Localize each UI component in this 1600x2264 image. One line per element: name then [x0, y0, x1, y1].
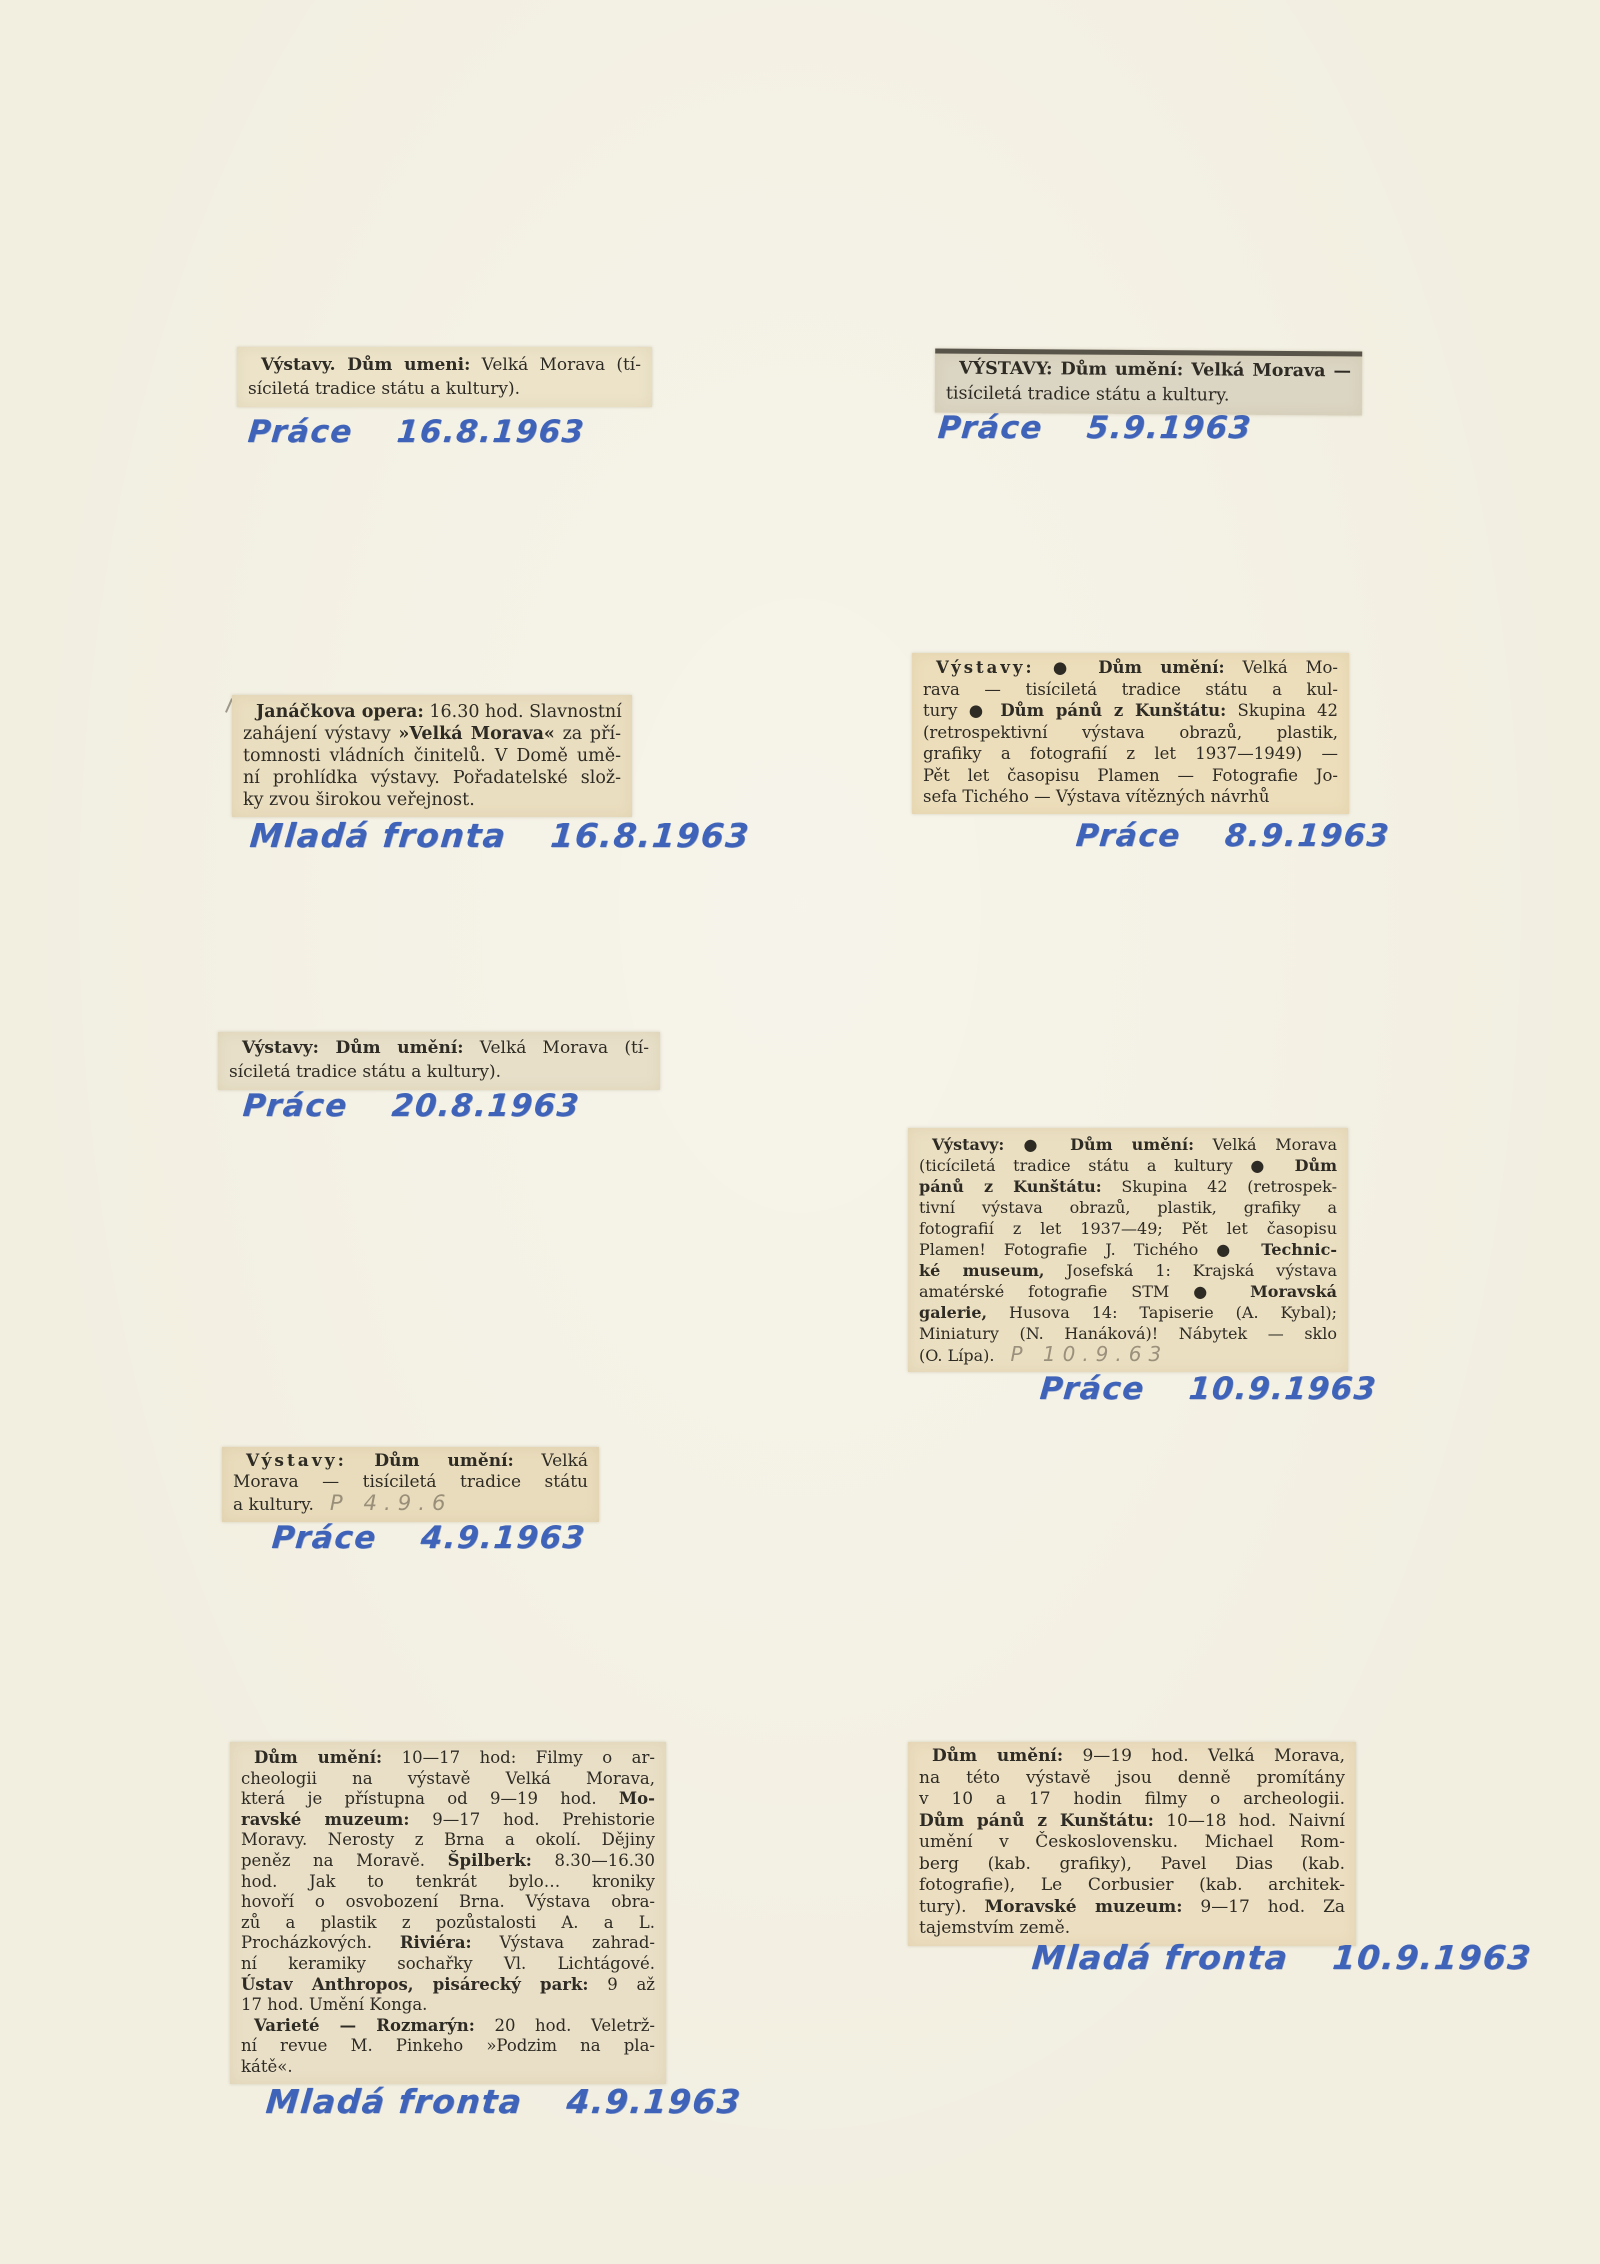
- annotation-date: 20.8.1963: [390, 1088, 582, 1124]
- clipping-text-line: v 10 a 17 hodin filmy o archeologii.: [919, 1789, 1345, 1809]
- annotation-date: 16.8.1963: [548, 816, 752, 855]
- handwritten-annotation-6: [1038, 1371, 1378, 1407]
- clipping-text-line: ní revue M. Pinkeho »Podzim na pla-: [241, 2036, 655, 2056]
- clipping-text-line: ké museum, Josefská 1: Krajská výstava: [919, 1261, 1338, 1280]
- clipping-text-line: Miniatury (N. Hanáková)! Nábytek — sklo: [919, 1324, 1337, 1343]
- clipping-text-line: hod. Jak to tenkrát bylo… kroniky: [241, 1871, 655, 1891]
- clipping-text-line: Dům umění: 10—17 hod: Filmy o ar-: [254, 1748, 655, 1767]
- clipping-text-line: tomnosti vládních činitelů. V Domě umě-: [243, 746, 621, 766]
- clipping-text-line: VÝSTAVY: Dům umění: Velká Morava —: [959, 358, 1352, 382]
- clipping-text-line: síciletá tradice státu a kultury).: [229, 1062, 502, 1082]
- clipping-text-line: berg (kab. grafiky), Pavel Dias (kab.: [919, 1853, 1345, 1874]
- clipping-text-line: tury ● Dům pánů z Kunštátu: Skupina 42: [923, 701, 1338, 720]
- clipping-text-line: Výstavy: ● Dům umění: Velká Mo-: [936, 658, 1338, 677]
- clipping-text-line: Výstavy: ● Dům umění: Velká Morava: [932, 1135, 1338, 1154]
- clipping-text-line: (ticíciletá tradice státu a kultury ● Dům: [919, 1156, 1337, 1175]
- clipping-text-line: Dům umění: 9—19 hod. Velká Morava,: [932, 1746, 1346, 1766]
- clipping-text-line: na této výstavě jsou denně promítány: [919, 1767, 1345, 1788]
- handwritten-annotation-5: [241, 1088, 581, 1124]
- clipping-text-line: peněz na Moravě. Špilberk: 8.30—16.30: [241, 1850, 655, 1870]
- annotation-source: Práce: [241, 1088, 350, 1124]
- clipping-text-line: ky zvou širokou veřejnost.: [243, 790, 475, 810]
- clipping-text-line: tajemstvím země.: [919, 1918, 1071, 1938]
- clipping-text-line: Procházkových. Riviéra: Výstava zahrad-: [241, 1933, 655, 1953]
- clipping-text-line: Dům pánů z Kunštátu: 10—18 hod. Naivní: [919, 1810, 1345, 1831]
- clipping-text-line: Varieté — Rozmarýn: 20 hod. Veletrž-: [254, 2015, 656, 2035]
- news-clipping-1: [237, 347, 652, 407]
- clipping-text-line: hovoří o osvobození Brna. Výstava obra-: [241, 1892, 655, 1912]
- annotation-source: Práce: [1074, 818, 1183, 854]
- clipping-text-line: grafiky a fotografií z let 1937—1949) —: [923, 744, 1338, 763]
- clipping-text-line: fotografie), Le Corbusier (kab. architek-: [919, 1875, 1345, 1895]
- clipping-text-line: 17 hod. Umění Konga.: [241, 1995, 428, 2015]
- clipping-text-line: síciletá tradice státu a kultury).: [248, 379, 521, 399]
- clipping-text-line: Výstavy. Dům umeni: Velká Morava (tí-: [261, 355, 641, 375]
- clipping-text-line: fotografií z let 1937—49; Pět let časopisu: [919, 1219, 1337, 1238]
- clipping-text-line: tury). Moravské muzeum: 9—17 hod. Za: [919, 1896, 1346, 1917]
- handwritten-annotation-3: [248, 816, 751, 855]
- annotation-source: Mladá fronta: [248, 816, 509, 855]
- clipping-text-line: ní keramiky sochařky Vl. Lichtágové.: [241, 1953, 655, 1973]
- news-clipping-2: [935, 349, 1362, 416]
- news-clipping-4: [912, 653, 1349, 814]
- news-clipping-8: [230, 1742, 666, 2084]
- clipping-text-line: cheologii na výstavě Velká Morava,: [241, 1768, 655, 1788]
- annotation-date: 5.9.1963: [1085, 410, 1254, 446]
- handwritten-annotation-1: [246, 414, 586, 450]
- annotation-source: Práce: [270, 1520, 379, 1556]
- handwritten-annotation-7: [270, 1520, 587, 1556]
- clipping-text-line: Moravy. Nerosty z Brna a okolí. Dějiny: [241, 1830, 655, 1850]
- clipping-text-line: rava — tisíciletá tradice státu a kul-: [923, 679, 1338, 699]
- clipping-text-line: (O. Lípa). P 10.9.63: [919, 1342, 1169, 1366]
- handwritten-annotation-4: [1074, 818, 1391, 854]
- news-clipping-9: [908, 1742, 1356, 1946]
- clipping-text-line: kátě«.: [241, 2056, 293, 2076]
- annotation-date: 4.9.1963: [564, 2082, 744, 2121]
- news-clipping-5: [218, 1032, 660, 1090]
- clipping-text-line: zahájení výstavy »Velká Morava« za pří-: [243, 724, 621, 744]
- annotation-date: 8.9.1963: [1223, 818, 1392, 854]
- handwritten-annotation-9: [1030, 1938, 1533, 1977]
- handwritten-annotation-2: [936, 410, 1253, 446]
- clipping-text-line: Výstavy: Dům umění: Velká Morava (tí-: [242, 1038, 649, 1058]
- clipping-text-line: Plamen! Fotografie J. Tichého ● Technic-: [919, 1240, 1337, 1259]
- clipping-text-line: tivní výstava obrazů, plastik, grafiky a: [919, 1198, 1337, 1217]
- clipping-text-line: Morava — tisíciletá tradice státu: [233, 1472, 588, 1492]
- clipping-text-line: Výstavy: Dům umění: Velká: [246, 1451, 589, 1471]
- clipping-text-line: Pět let časopisu Plamen — Fotografie Jo-: [923, 765, 1338, 785]
- annotation-source: Práce: [1038, 1371, 1147, 1407]
- clipping-text-line: Janáčkova opera: 16.30 hod. Slavnostní: [256, 702, 622, 722]
- clipping-text-line: která je přístupna od 9—19 hod. Mo-: [241, 1789, 655, 1809]
- clipping-text-line: (retrospektivní výstava obrazů, plastik,: [923, 722, 1338, 742]
- annotation-source: Mladá fronta: [264, 2082, 525, 2121]
- annotation-date: 10.9.1963: [1187, 1371, 1379, 1407]
- clipping-text-line: ravské muzeum: 9—17 hod. Prehistorie: [241, 1809, 655, 1829]
- annotation-date: 10.9.1963: [1330, 1938, 1534, 1977]
- annotation-source: Mladá fronta: [1030, 1938, 1291, 1977]
- clipping-text-line: amatérské fotografie STM ● Moravská: [919, 1282, 1337, 1301]
- news-clipping-6: [908, 1128, 1348, 1372]
- clipping-text-line: galerie, Husova 14: Tapiserie (A. Kybal);: [919, 1303, 1337, 1322]
- clipping-text-line: umění v Československu. Michael Rom-: [919, 1832, 1345, 1852]
- pencil-note: P 4.9.6: [329, 1491, 453, 1516]
- clipping-text-line: tisíciletá tradice státu a kultury.: [945, 383, 1230, 406]
- clipping-text-line: pánů z Kunštátu: Skupina 42 (retrospek-: [919, 1177, 1338, 1196]
- annotation-date: 4.9.1963: [419, 1520, 588, 1556]
- annotation-date: 16.8.1963: [395, 414, 587, 450]
- clipping-text-line: ní prohlídka výstavy. Pořadatelské slož-: [243, 768, 621, 788]
- clipping-text-line: a kultury. P 4.9.6: [233, 1491, 453, 1516]
- clipping-text-line: zů a plastik z pozůstalosti A. a L.: [241, 1912, 655, 1932]
- clipping-text-line: sefa Tichého — Výstava vítězných návrhů: [923, 787, 1270, 806]
- handwritten-annotation-8: [264, 2082, 743, 2121]
- clipping-text-line: Ústav Anthropos, pisárecký park: 9 až: [241, 1974, 655, 1994]
- annotation-source: Práce: [246, 414, 355, 450]
- annotation-source: Práce: [936, 410, 1045, 446]
- pencil-note: P 10.9.63: [1010, 1342, 1169, 1366]
- news-clipping-7: [222, 1447, 599, 1522]
- news-clipping-3: [232, 695, 632, 817]
